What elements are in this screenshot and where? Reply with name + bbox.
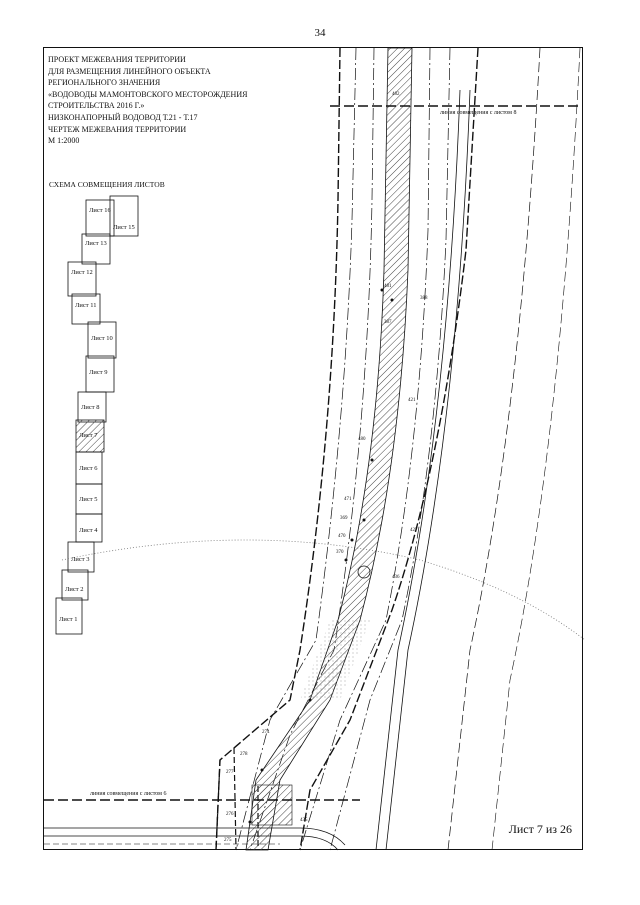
title-line-7: ЧЕРТЕЖ МЕЖЕВАНИЯ ТЕРРИТОРИИ bbox=[48, 124, 187, 134]
sheet-label: Лист 7 bbox=[79, 432, 98, 439]
sheet-label: Лист 4 bbox=[79, 527, 98, 534]
boundary-point bbox=[249, 821, 252, 824]
sheet-box bbox=[72, 294, 100, 324]
boundary-point bbox=[261, 769, 264, 772]
sheet-label: Лист 13 bbox=[85, 240, 107, 247]
point-label: 369 bbox=[340, 516, 348, 521]
sheet-box bbox=[68, 262, 96, 296]
sheet-label: Лист 2 bbox=[65, 586, 84, 593]
sheet-label: Лист 6 bbox=[79, 465, 98, 472]
sheet-label: Лист 9 bbox=[89, 369, 108, 376]
point-label: 436 bbox=[392, 575, 400, 580]
bend-detail bbox=[252, 785, 292, 825]
page-number: 34 bbox=[314, 27, 326, 39]
point-label: 387 bbox=[384, 320, 392, 325]
dotted-boundary bbox=[62, 540, 585, 640]
title-line-6: НИЗКОНАПОРНЫЙ ВОДОВОД Т.21 - Т.17 bbox=[48, 112, 198, 122]
match-line-bottom-label: линия совмещения с листом 6 bbox=[90, 791, 167, 797]
sheet-label: Лист 3 bbox=[71, 556, 90, 563]
point-label: 435 bbox=[300, 818, 308, 823]
sheet-label: Лист 5 bbox=[79, 496, 98, 503]
boundary-point bbox=[345, 559, 348, 562]
point-label: 481 bbox=[384, 284, 392, 289]
sheet-label: Лист 12 bbox=[71, 269, 93, 276]
point-label: 274 bbox=[262, 730, 270, 735]
boundary-point bbox=[309, 699, 312, 702]
title-line-5: СТРОИТЕЛЬСТВА 2016 Г.» bbox=[48, 101, 145, 111]
sheet-caption: Лист 7 из 26 bbox=[508, 822, 572, 836]
sheet-index-scheme bbox=[56, 196, 138, 634]
title-line-2: ДЛЯ РАЗМЕЩЕНИЯ ЛИНЕЙНОГО ОБЪЕКТА bbox=[48, 66, 211, 76]
sheet-label: Лист 10 bbox=[91, 335, 113, 342]
sheet-box bbox=[82, 234, 110, 264]
point-label: 370 bbox=[336, 550, 344, 555]
title-line-3: РЕГИОНАЛЬНОГО ЗНАЧЕНИЯ bbox=[48, 78, 161, 88]
sheet-scheme-title: СХЕМА СОВМЕЩЕНИЯ ЛИСТОВ bbox=[49, 180, 165, 189]
point-label: 277 bbox=[226, 770, 234, 775]
point-label: 471 bbox=[344, 497, 352, 502]
dotted-strip bbox=[300, 620, 370, 700]
boundary-point bbox=[391, 299, 394, 302]
corridor-boundary-left bbox=[216, 48, 340, 850]
boundary-point bbox=[351, 539, 354, 542]
sheet-label: Лист 15 bbox=[113, 224, 135, 231]
point-label: 278 bbox=[240, 752, 248, 757]
road-line bbox=[448, 48, 540, 850]
sheet-label: Лист 11 bbox=[75, 302, 97, 309]
boundary-point bbox=[363, 519, 366, 522]
title-line-8: М 1:2000 bbox=[48, 136, 80, 146]
title-line-1: ПРОЕКТ МЕЖЕВАНИЯ ТЕРРИТОРИИ bbox=[48, 55, 186, 64]
title-line-4: «ВОДОВОДЫ МАМОНТОВСКОГО МЕСТОРОЖДЕНИЯ bbox=[48, 89, 248, 99]
point-label: 275 bbox=[224, 838, 232, 843]
match-line-top-label: линия совмещения с листом 8 bbox=[440, 110, 517, 116]
point-label: 482 bbox=[392, 92, 400, 97]
bottom-road bbox=[44, 836, 338, 850]
sheet-label: Лист 1 bbox=[59, 616, 78, 623]
bottom-road bbox=[44, 828, 345, 845]
point-label: 276 bbox=[226, 812, 234, 817]
point-label: 388 bbox=[420, 296, 428, 301]
point-label: 421 bbox=[408, 398, 416, 403]
sheet-label: Лист 8 bbox=[81, 404, 100, 411]
point-label: 480 bbox=[358, 437, 366, 442]
pipeline-strip bbox=[246, 48, 412, 850]
sheet-label: Лист 16 bbox=[89, 207, 111, 214]
point-label: 470 bbox=[338, 534, 346, 539]
road-line bbox=[492, 48, 580, 850]
point-label: 427 bbox=[410, 528, 418, 533]
boundary-point bbox=[371, 459, 374, 462]
sheet-box bbox=[62, 570, 88, 600]
inner-line bbox=[300, 48, 430, 850]
